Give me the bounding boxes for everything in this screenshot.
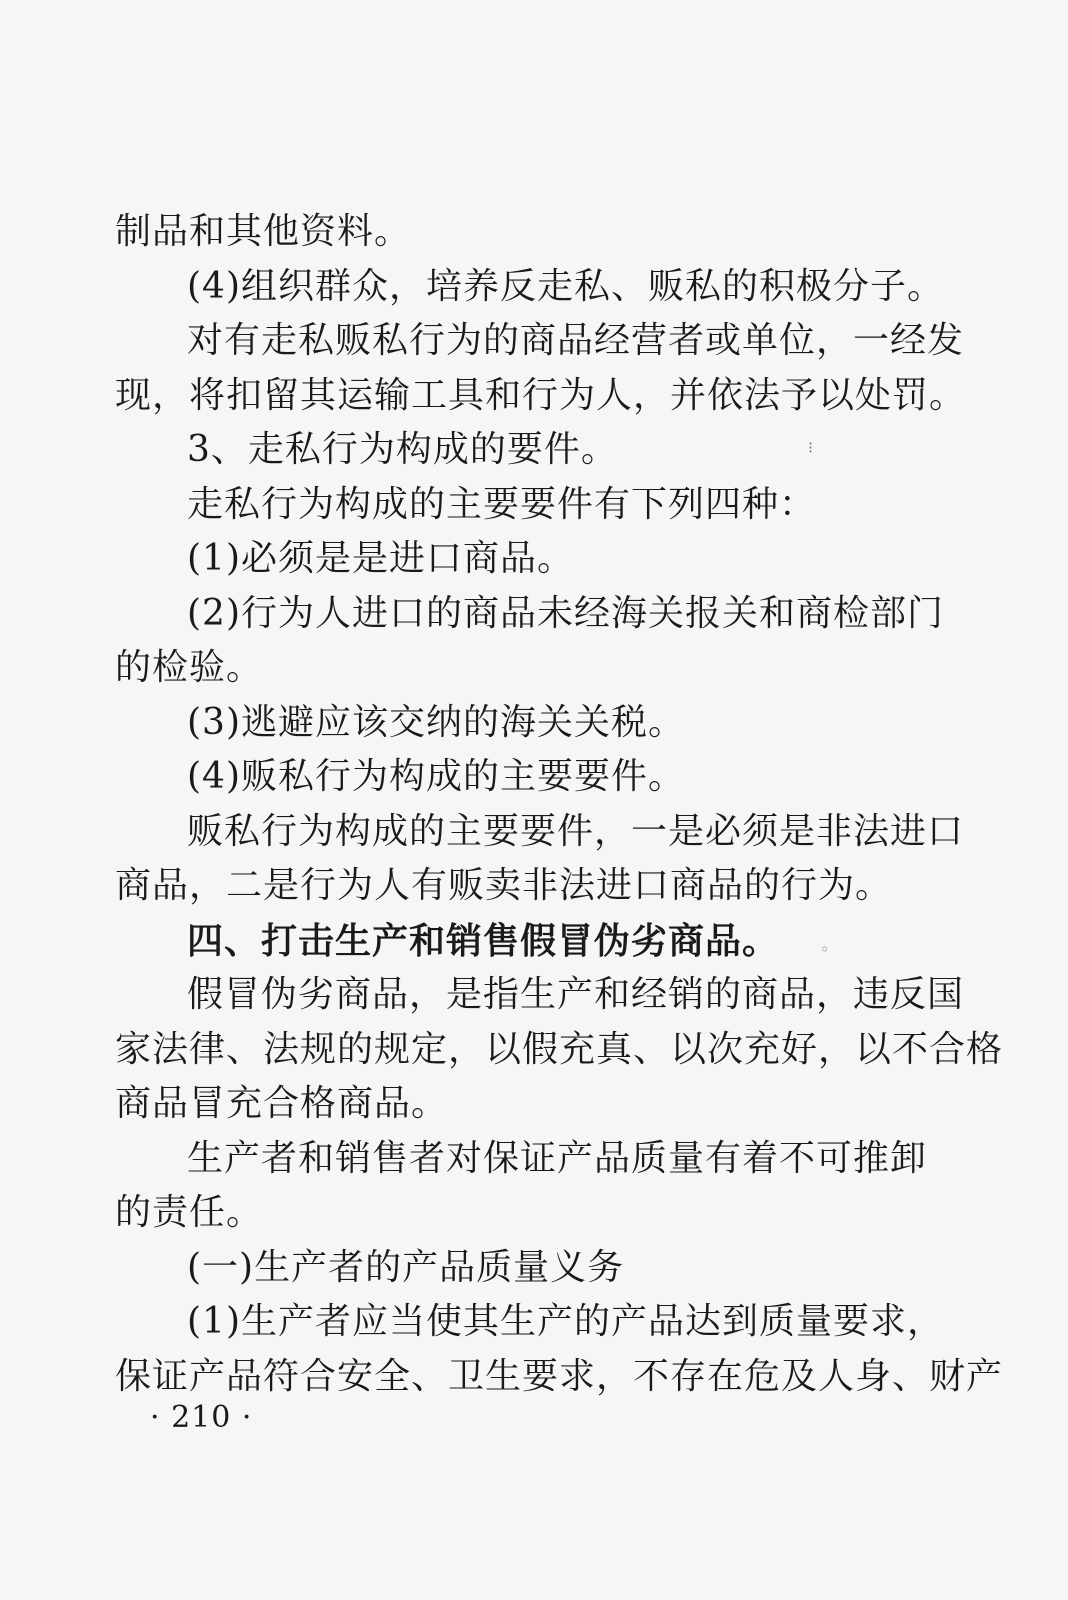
scan-speck: ⁝ (808, 438, 814, 457)
text-line: (2)行为人进口的商品未经海关报关和商检部门 (187, 592, 944, 634)
text-line: 家法律、法规的规定，以假充真、以次充好，以不合格 (115, 1028, 1004, 1070)
text-line: 对有走私贩私行为的商品经营者或单位，一经发 (187, 320, 965, 361)
scan-speck: ◦ (820, 940, 830, 959)
text-line: 假冒伪劣商品，是指生产和经销的商品，违反国 (187, 974, 965, 1015)
text-line: 贩私行为构成的主要要件，一是必须是非法进口 (187, 810, 965, 852)
text-line: 走私行为构成的主要要件有下列四种： (187, 483, 817, 525)
text-line: 的责任。 (115, 1192, 264, 1233)
text-line: (1)必须是是进口商品。 (187, 538, 574, 579)
text-line: 保证产品符合安全、卫生要求，不存在危及人身、财产 (115, 1355, 1004, 1397)
text-line: (4)贩私行为构成的主要要件。 (187, 756, 685, 797)
text-line: 商品冒充合格商品。 (115, 1083, 449, 1124)
text-line: 的检验。 (115, 647, 264, 688)
text-line: 商品，二是行为人有贩卖非法进口商品的行为。 (115, 865, 893, 906)
text-line: (1)生产者应当使其生产的产品达到质量要求， (187, 1301, 944, 1342)
page-number: · 210 · (150, 1400, 253, 1435)
section-heading: 四、打击生产和销售假冒伪劣商品。 (187, 919, 780, 962)
body-text (115, 205, 1004, 1404)
text-line: (3)逃避应该交纳的海关关税。 (187, 701, 685, 743)
text-line: 生产者和销售者对保证产品质量有着不可推卸 (187, 1137, 928, 1179)
text-line: 制品和其他资料。 (115, 211, 412, 252)
text-line: 现，将扣留其运输工具和行为人，并依法予以处罚。 (115, 374, 967, 416)
text-line: 3、走私行为构成的要件。 (187, 429, 618, 470)
text-line: (4)组织群众，培养反走私、贩私的积极分子。 (187, 265, 944, 307)
text-line: (一)生产者的产品质量义务 (187, 1246, 625, 1288)
